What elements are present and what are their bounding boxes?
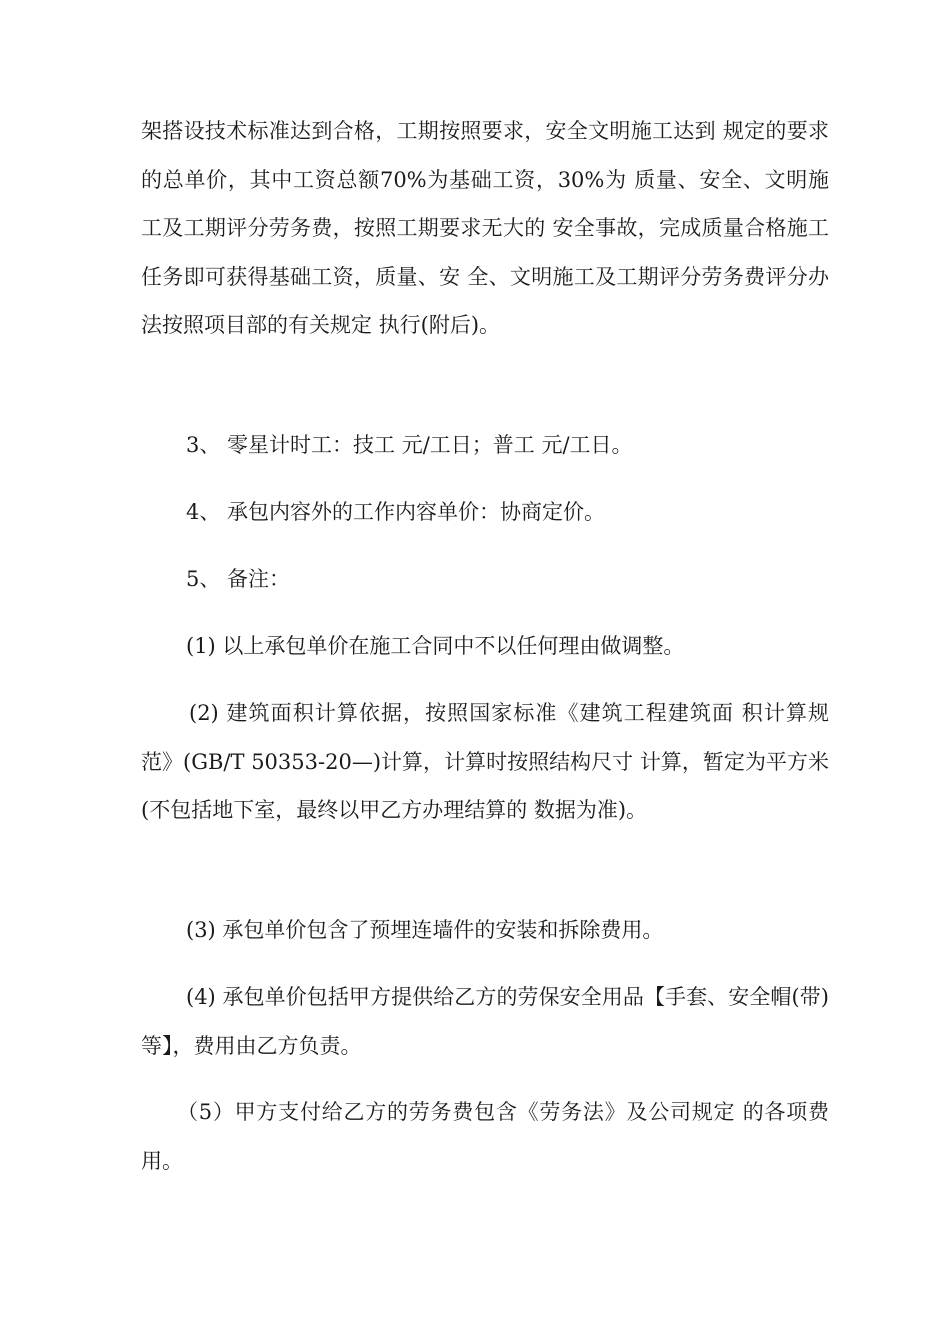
paragraph-note-1: (1) 以上承包单价在施工合同中不以任何理由做调整。 xyxy=(186,634,685,658)
paragraph-item-4-extra-work: 4、 承包内容外的工作内容单价：协商定价。 xyxy=(186,500,606,524)
paragraph-note-3: (3) 承包单价包含了预埋连墙件的安装和拆除费用。 xyxy=(186,918,664,942)
paragraph-item-5-remarks: 5、 备注： xyxy=(186,567,291,591)
paragraph-note-4: (4) 承包单价包括甲方提供给乙方的劳保安全用品【手套、安全帽(带)等】，费用由乙方负责。 xyxy=(141,985,829,1058)
paragraph-item-3-casual-labor: 3、 零星计时工：技工 元/工日；普工 元/工日。 xyxy=(186,433,633,457)
paragraph-note-2: (2) 建筑面积计算依据，按照国家标准《建筑工程建筑面 积计算规范》(GB/T 50353-20—)计算，计算时按照结构尺寸 计算，暂定为平方米(不包括地下室，最终以甲乙方办理结算的 数据为准)。 xyxy=(141,701,829,822)
paragraph-note-5: （5）甲方支付给乙方的劳务费包含《劳务法》及公司规定 的各项费用。 xyxy=(141,1100,829,1173)
paragraph-wage-terms: 架搭设技术标准达到合格，工期按照要求，安全文明施工达到 规定的要求的总单价，其中工资总额70%为基础工资，30%为 质量、安全、文明施工及工期评分劳务费，按照工期要求无大的 安全事故，完成质量合格施工任务即可获得基础工资，质量、安 全、文明施工及工期评分劳务费评分办法按照项目部的有关规定 执行(附后)。 xyxy=(141,119,829,337)
